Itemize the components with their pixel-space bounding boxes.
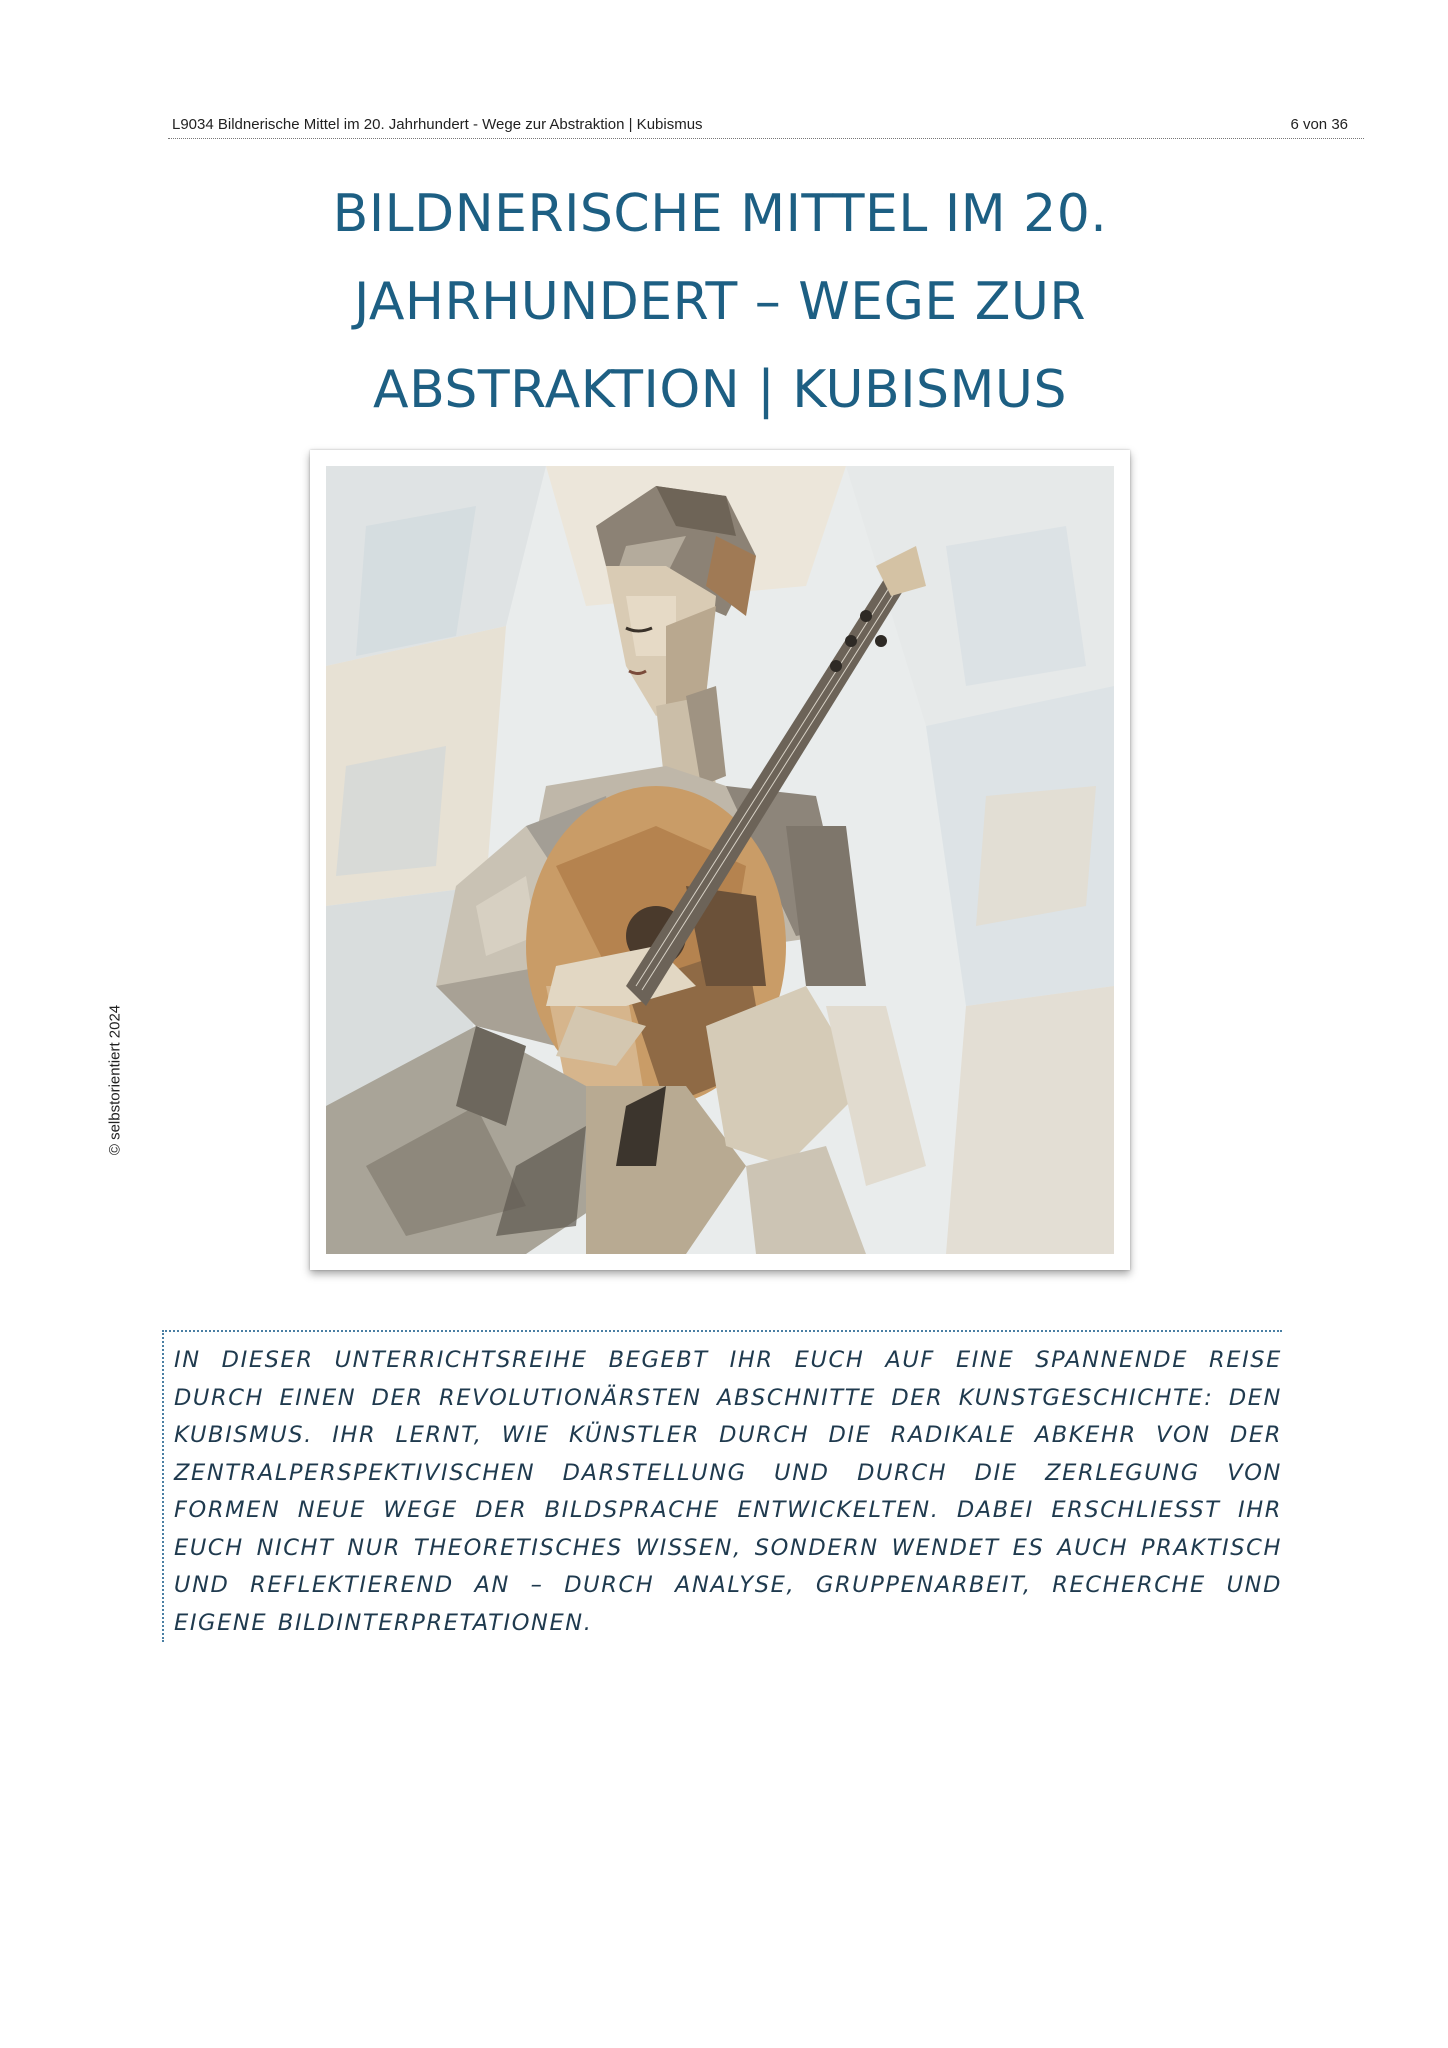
title-line-2: JAHRHUNDERT – WEGE ZUR <box>353 272 1087 332</box>
page-title <box>220 170 1220 434</box>
header-title: L9034 Bildnerische Mittel im 20. Jahrhundert - Wege zur Abstraktion | Kubismus <box>172 116 703 133</box>
cubist-guitar-painting-icon <box>326 466 1114 1254</box>
artwork-frame <box>310 450 1130 1270</box>
intro-text: IN DIESER UNTERRICHTSREIHE BEGEBT IHR EUCH AUF EINE SPANNENDE REISE DURCH EINEN DER REVOLUTIONÄRSTEN ABSCHNITTE DER KUNSTGESCHICHTE: DEN KUBISMUS. IHR LERNT, WIE KÜNSTLER DURCH DIE RADIKALE ABKEHR VON DER ZENTRALPERSPEKTIVISCHEN DARSTELLUNG UND DURCH DIE ZERLEGUNG VON FORMEN NEUE WEGE DER BILDSPRACHE ENTWICKELTEN. DABEI ERSCHLIESST IHR EUCH NICHT NUR THEORETISCHES WISSEN, SONDERN WENDET ES AUCH PRAKTISCH UND REFLEKTIEREND AN – DURCH ANALYSE, GRUPPENARBEIT, RECHERCHE UND EIGENE BILDINTERPRETATIONEN. <box>174 1347 1282 1636</box>
page-header <box>168 116 1364 139</box>
title-line-3: ABSTRAKTION | KUBISMUS <box>373 360 1067 420</box>
page-number: 6 von 36 <box>1290 116 1348 133</box>
copyright-note: © selbstorientiert 2024 <box>106 1004 124 1156</box>
intro-box <box>162 1330 1282 1642</box>
title-line-1: BILDNERISCHE MITTEL IM 20. <box>332 184 1108 244</box>
